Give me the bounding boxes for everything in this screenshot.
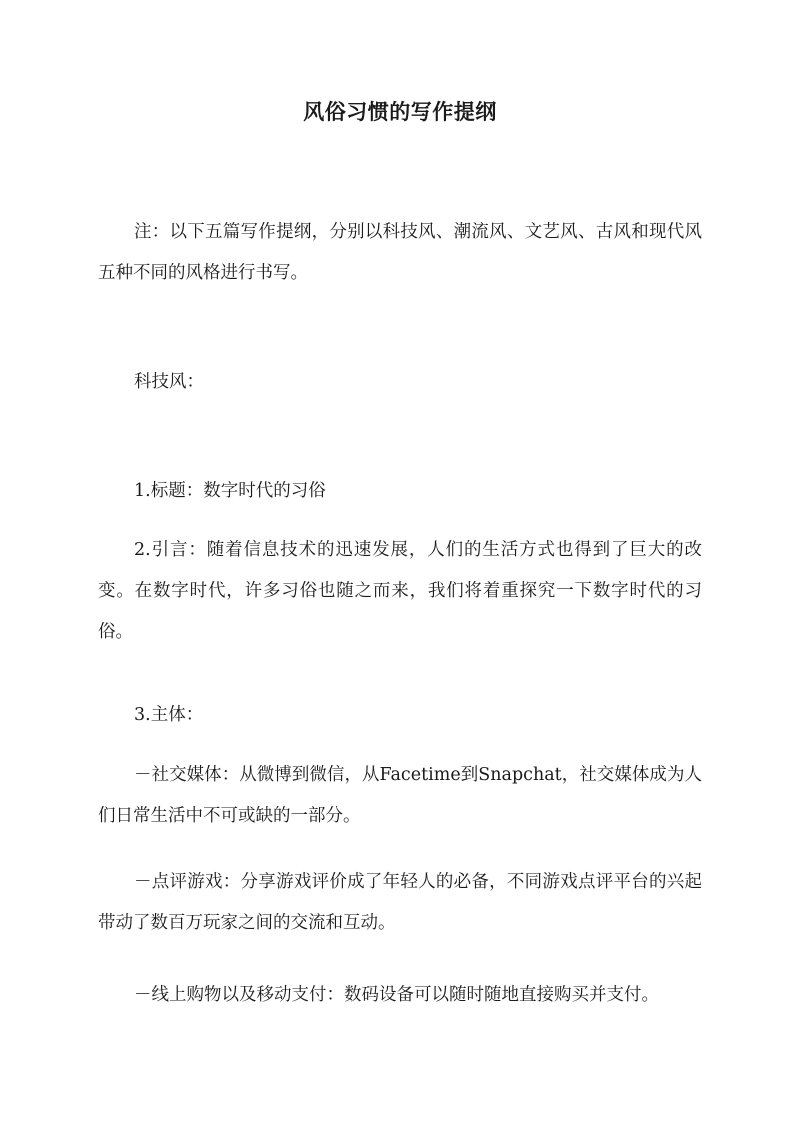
bullet-social-media: －社交媒体：从微博到微信，从Facetime到Snapchat，社交媒体成为人们日常生活中不可或缺的一部分。 [98, 765, 702, 826]
note-paragraph: 注：以下五篇写作提纲，分别以科技风、潮流风、文艺风、古风和现代风五种不同的风格进行书写。 [98, 222, 702, 283]
outline-item-introduction: 2.引言：随着信息技术的迅速发展，人们的生活方式也得到了巨大的改变。在数字时代，许多习俗也随之而来，我们将着重探究一下数字时代的习俗。 [98, 540, 702, 642]
outline-item-title: 1.标题：数字时代的习俗 [134, 481, 326, 501]
section-heading: 科技风： [134, 372, 204, 392]
document-title: 风俗习惯的写作提纲 [303, 99, 497, 124]
bullet-online-shopping: －线上购物以及移动支付：数码设备可以随时随地直接购买并支付。 [134, 985, 659, 1005]
bullet-game-reviews: －点评游戏：分享游戏评价成了年轻人的必备，不同游戏点评平台的兴起带动了数百万玩家之间的交流和互动。 [98, 872, 702, 933]
outline-item-body: 3.主体： [134, 705, 204, 725]
